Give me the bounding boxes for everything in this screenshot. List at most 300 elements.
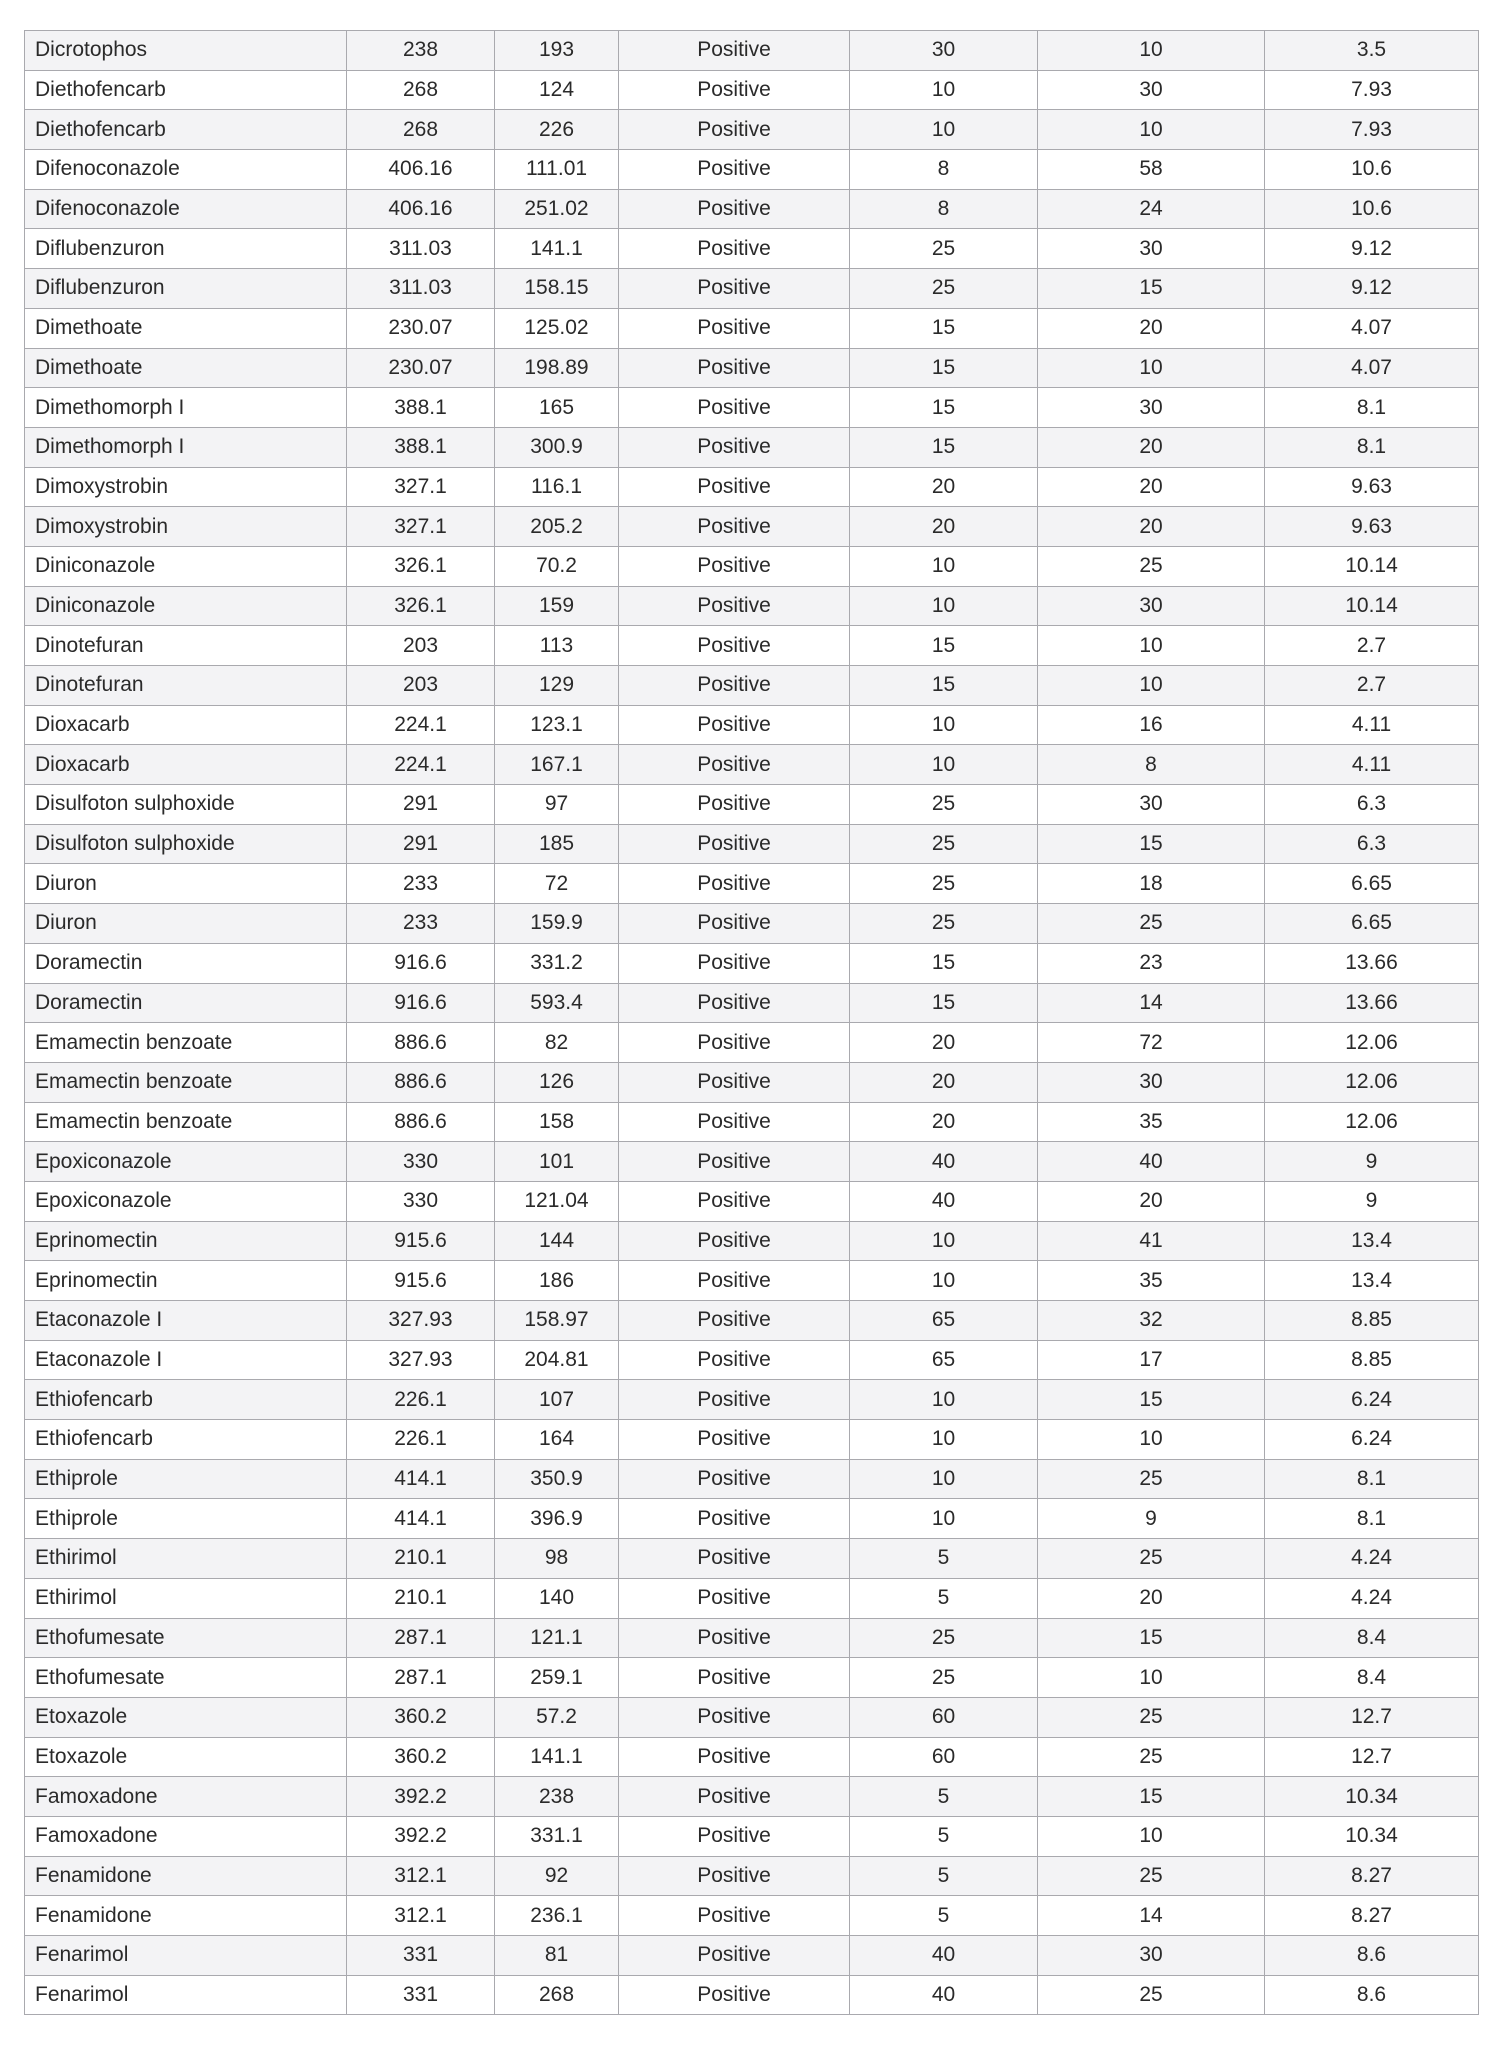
cone-voltage-cell: 10 [850, 745, 1038, 785]
product-ion-cell: 158 [495, 1102, 619, 1142]
ionization-mode-cell: Positive [619, 1420, 850, 1460]
collision-energy-cell: 20 [1038, 467, 1265, 507]
ionization-mode-cell: Positive [619, 1816, 850, 1856]
retention-time-cell: 9.63 [1265, 467, 1479, 507]
collision-energy-cell: 15 [1038, 1380, 1265, 1420]
product-ion-cell: 167.1 [495, 745, 619, 785]
collision-energy-cell: 9 [1038, 1499, 1265, 1539]
product-ion-cell: 593.4 [495, 983, 619, 1023]
collision-energy-cell: 10 [1038, 1658, 1265, 1698]
product-ion-cell: 107 [495, 1380, 619, 1420]
ionization-mode-cell: Positive [619, 150, 850, 190]
compound-name-cell: Dinotefuran [25, 626, 347, 666]
compound-name-cell: Dimoxystrobin [25, 507, 347, 547]
collision-energy-cell: 72 [1038, 1023, 1265, 1063]
retention-time-cell: 12.06 [1265, 1023, 1479, 1063]
collision-energy-cell: 23 [1038, 943, 1265, 983]
precursor-ion-cell: 330 [347, 1142, 495, 1182]
collision-energy-cell: 30 [1038, 586, 1265, 626]
retention-time-cell: 9.63 [1265, 507, 1479, 547]
precursor-ion-cell: 224.1 [347, 745, 495, 785]
collision-energy-cell: 10 [1038, 110, 1265, 150]
product-ion-cell: 97 [495, 785, 619, 825]
cone-voltage-cell: 10 [850, 1261, 1038, 1301]
product-ion-cell: 116.1 [495, 467, 619, 507]
precursor-ion-cell: 414.1 [347, 1499, 495, 1539]
cone-voltage-cell: 20 [850, 467, 1038, 507]
cone-voltage-cell: 15 [850, 308, 1038, 348]
compound-name-cell: Doramectin [25, 943, 347, 983]
cone-voltage-cell: 15 [850, 626, 1038, 666]
retention-time-cell: 8.4 [1265, 1658, 1479, 1698]
precursor-ion-cell: 287.1 [347, 1658, 495, 1698]
product-ion-cell: 331.2 [495, 943, 619, 983]
ionization-mode-cell: Positive [619, 546, 850, 586]
table-row [25, 1499, 1479, 1539]
table-row [25, 467, 1479, 507]
precursor-ion-cell: 331 [347, 1936, 495, 1976]
table-row [25, 269, 1479, 309]
collision-energy-cell: 10 [1038, 31, 1265, 71]
table-row [25, 1936, 1479, 1976]
collision-energy-cell: 14 [1038, 983, 1265, 1023]
compound-name-cell: Ethiofencarb [25, 1380, 347, 1420]
compound-name-cell: Difenoconazole [25, 189, 347, 229]
compound-name-cell: Emamectin benzoate [25, 1062, 347, 1102]
product-ion-cell: 186 [495, 1261, 619, 1301]
compound-name-cell: Disulfoton sulphoxide [25, 785, 347, 825]
collision-energy-cell: 30 [1038, 388, 1265, 428]
precursor-ion-cell: 268 [347, 70, 495, 110]
collision-energy-cell: 25 [1038, 1856, 1265, 1896]
retention-time-cell: 2.7 [1265, 666, 1479, 706]
table-row [25, 983, 1479, 1023]
precursor-ion-cell: 203 [347, 666, 495, 706]
precursor-ion-cell: 326.1 [347, 586, 495, 626]
table-row [25, 904, 1479, 944]
cone-voltage-cell: 10 [850, 1420, 1038, 1460]
ionization-mode-cell: Positive [619, 626, 850, 666]
retention-time-cell: 9 [1265, 1181, 1479, 1221]
precursor-ion-cell: 210.1 [347, 1578, 495, 1618]
compound-name-cell: Ethofumesate [25, 1618, 347, 1658]
precursor-ion-cell: 392.2 [347, 1777, 495, 1817]
product-ion-cell: 113 [495, 626, 619, 666]
collision-energy-cell: 15 [1038, 269, 1265, 309]
collision-energy-cell: 16 [1038, 705, 1265, 745]
compound-name-cell: Eprinomectin [25, 1221, 347, 1261]
cone-voltage-cell: 8 [850, 150, 1038, 190]
collision-energy-cell: 10 [1038, 1420, 1265, 1460]
pesticide-data-table [24, 30, 1479, 2015]
retention-time-cell: 6.3 [1265, 824, 1479, 864]
product-ion-cell: 268 [495, 1975, 619, 2015]
cone-voltage-cell: 15 [850, 348, 1038, 388]
compound-name-cell: Diniconazole [25, 546, 347, 586]
collision-energy-cell: 17 [1038, 1340, 1265, 1380]
compound-name-cell: Dimethoate [25, 308, 347, 348]
collision-energy-cell: 25 [1038, 546, 1265, 586]
ionization-mode-cell: Positive [619, 1023, 850, 1063]
product-ion-cell: 141.1 [495, 229, 619, 269]
product-ion-cell: 111.01 [495, 150, 619, 190]
table-row [25, 1023, 1479, 1063]
product-ion-cell: 123.1 [495, 705, 619, 745]
product-ion-cell: 205.2 [495, 507, 619, 547]
collision-energy-cell: 10 [1038, 626, 1265, 666]
table-row [25, 150, 1479, 190]
product-ion-cell: 72 [495, 864, 619, 904]
product-ion-cell: 126 [495, 1062, 619, 1102]
compound-name-cell: Dioxacarb [25, 705, 347, 745]
collision-energy-cell: 32 [1038, 1301, 1265, 1341]
table-row [25, 586, 1479, 626]
compound-name-cell: Fenamidone [25, 1896, 347, 1936]
product-ion-cell: 158.97 [495, 1301, 619, 1341]
product-ion-cell: 98 [495, 1539, 619, 1579]
cone-voltage-cell: 60 [850, 1697, 1038, 1737]
table-row [25, 189, 1479, 229]
precursor-ion-cell: 203 [347, 626, 495, 666]
compound-name-cell: Etaconazole I [25, 1301, 347, 1341]
ionization-mode-cell: Positive [619, 1856, 850, 1896]
ionization-mode-cell: Positive [619, 1578, 850, 1618]
ionization-mode-cell: Positive [619, 1936, 850, 1976]
collision-energy-cell: 24 [1038, 189, 1265, 229]
retention-time-cell: 4.07 [1265, 348, 1479, 388]
product-ion-cell: 164 [495, 1420, 619, 1460]
retention-time-cell: 8.4 [1265, 1618, 1479, 1658]
product-ion-cell: 259.1 [495, 1658, 619, 1698]
precursor-ion-cell: 312.1 [347, 1856, 495, 1896]
compound-name-cell: Disulfoton sulphoxide [25, 824, 347, 864]
cone-voltage-cell: 20 [850, 1102, 1038, 1142]
table-row [25, 229, 1479, 269]
collision-energy-cell: 30 [1038, 1936, 1265, 1976]
cone-voltage-cell: 10 [850, 70, 1038, 110]
retention-time-cell: 9.12 [1265, 229, 1479, 269]
ionization-mode-cell: Positive [619, 586, 850, 626]
retention-time-cell: 8.85 [1265, 1340, 1479, 1380]
collision-energy-cell: 25 [1038, 1459, 1265, 1499]
ionization-mode-cell: Positive [619, 189, 850, 229]
ionization-mode-cell: Positive [619, 1777, 850, 1817]
cone-voltage-cell: 5 [850, 1777, 1038, 1817]
compound-name-cell: Eprinomectin [25, 1261, 347, 1301]
precursor-ion-cell: 360.2 [347, 1737, 495, 1777]
compound-name-cell: Diuron [25, 864, 347, 904]
collision-energy-cell: 35 [1038, 1102, 1265, 1142]
retention-time-cell: 4.24 [1265, 1539, 1479, 1579]
compound-name-cell: Etaconazole I [25, 1340, 347, 1380]
ionization-mode-cell: Positive [619, 1499, 850, 1539]
precursor-ion-cell: 916.6 [347, 943, 495, 983]
product-ion-cell: 185 [495, 824, 619, 864]
compound-name-cell: Ethiprole [25, 1459, 347, 1499]
precursor-ion-cell: 226.1 [347, 1380, 495, 1420]
retention-time-cell: 10.14 [1265, 586, 1479, 626]
retention-time-cell: 6.65 [1265, 864, 1479, 904]
table-row [25, 1221, 1479, 1261]
cone-voltage-cell: 15 [850, 983, 1038, 1023]
retention-time-cell: 10.6 [1265, 189, 1479, 229]
retention-time-cell: 10.34 [1265, 1777, 1479, 1817]
compound-name-cell: Ethiofencarb [25, 1420, 347, 1460]
retention-time-cell: 8.1 [1265, 1499, 1479, 1539]
ionization-mode-cell: Positive [619, 983, 850, 1023]
collision-energy-cell: 20 [1038, 308, 1265, 348]
table-row [25, 1697, 1479, 1737]
ionization-mode-cell: Positive [619, 1618, 850, 1658]
table-row [25, 1261, 1479, 1301]
precursor-ion-cell: 331 [347, 1975, 495, 2015]
ionization-mode-cell: Positive [619, 308, 850, 348]
product-ion-cell: 193 [495, 31, 619, 71]
cone-voltage-cell: 25 [850, 824, 1038, 864]
precursor-ion-cell: 312.1 [347, 1896, 495, 1936]
table-row [25, 1181, 1479, 1221]
cone-voltage-cell: 10 [850, 110, 1038, 150]
cone-voltage-cell: 25 [850, 269, 1038, 309]
collision-energy-cell: 10 [1038, 666, 1265, 706]
table-row [25, 1142, 1479, 1182]
retention-time-cell: 6.24 [1265, 1420, 1479, 1460]
table-row [25, 1658, 1479, 1698]
compound-name-cell: Dimethomorph I [25, 427, 347, 467]
ionization-mode-cell: Positive [619, 745, 850, 785]
cone-voltage-cell: 40 [850, 1181, 1038, 1221]
product-ion-cell: 159 [495, 586, 619, 626]
collision-energy-cell: 40 [1038, 1142, 1265, 1182]
cone-voltage-cell: 15 [850, 666, 1038, 706]
retention-time-cell: 12.06 [1265, 1102, 1479, 1142]
product-ion-cell: 350.9 [495, 1459, 619, 1499]
cone-voltage-cell: 5 [850, 1539, 1038, 1579]
collision-energy-cell: 25 [1038, 1737, 1265, 1777]
precursor-ion-cell: 414.1 [347, 1459, 495, 1499]
product-ion-cell: 125.02 [495, 308, 619, 348]
collision-energy-cell: 58 [1038, 150, 1265, 190]
retention-time-cell: 13.4 [1265, 1261, 1479, 1301]
product-ion-cell: 141.1 [495, 1737, 619, 1777]
precursor-ion-cell: 886.6 [347, 1102, 495, 1142]
table-row [25, 507, 1479, 547]
cone-voltage-cell: 5 [850, 1816, 1038, 1856]
ionization-mode-cell: Positive [619, 1062, 850, 1102]
precursor-ion-cell: 406.16 [347, 150, 495, 190]
product-ion-cell: 300.9 [495, 427, 619, 467]
collision-energy-cell: 15 [1038, 1618, 1265, 1658]
collision-energy-cell: 25 [1038, 904, 1265, 944]
table-row [25, 864, 1479, 904]
table-body [25, 31, 1479, 2015]
product-ion-cell: 198.89 [495, 348, 619, 388]
table-row [25, 110, 1479, 150]
ionization-mode-cell: Positive [619, 943, 850, 983]
compound-name-cell: Ethirimol [25, 1539, 347, 1579]
cone-voltage-cell: 40 [850, 1975, 1038, 2015]
collision-energy-cell: 10 [1038, 1816, 1265, 1856]
table-row [25, 1420, 1479, 1460]
retention-time-cell: 12.7 [1265, 1737, 1479, 1777]
collision-energy-cell: 30 [1038, 229, 1265, 269]
precursor-ion-cell: 327.93 [347, 1301, 495, 1341]
compound-name-cell: Doramectin [25, 983, 347, 1023]
precursor-ion-cell: 388.1 [347, 388, 495, 428]
data-table-container [24, 30, 1478, 2015]
retention-time-cell: 13.4 [1265, 1221, 1479, 1261]
ionization-mode-cell: Positive [619, 904, 850, 944]
precursor-ion-cell: 311.03 [347, 269, 495, 309]
retention-time-cell: 10.6 [1265, 150, 1479, 190]
precursor-ion-cell: 915.6 [347, 1221, 495, 1261]
cone-voltage-cell: 10 [850, 1221, 1038, 1261]
table-row [25, 1301, 1479, 1341]
precursor-ion-cell: 327.93 [347, 1340, 495, 1380]
cone-voltage-cell: 25 [850, 1618, 1038, 1658]
compound-name-cell: Epoxiconazole [25, 1142, 347, 1182]
ionization-mode-cell: Positive [619, 824, 850, 864]
table-row [25, 1856, 1479, 1896]
collision-energy-cell: 10 [1038, 348, 1265, 388]
cone-voltage-cell: 25 [850, 785, 1038, 825]
ionization-mode-cell: Positive [619, 1261, 850, 1301]
retention-time-cell: 6.3 [1265, 785, 1479, 825]
product-ion-cell: 165 [495, 388, 619, 428]
table-row [25, 70, 1479, 110]
precursor-ion-cell: 916.6 [347, 983, 495, 1023]
compound-name-cell: Diflubenzuron [25, 269, 347, 309]
table-row [25, 824, 1479, 864]
product-ion-cell: 204.81 [495, 1340, 619, 1380]
precursor-ion-cell: 268 [347, 110, 495, 150]
table-row [25, 1618, 1479, 1658]
collision-energy-cell: 41 [1038, 1221, 1265, 1261]
precursor-ion-cell: 327.1 [347, 507, 495, 547]
ionization-mode-cell: Positive [619, 666, 850, 706]
product-ion-cell: 129 [495, 666, 619, 706]
retention-time-cell: 8.1 [1265, 388, 1479, 428]
retention-time-cell: 13.66 [1265, 943, 1479, 983]
ionization-mode-cell: Positive [619, 269, 850, 309]
retention-time-cell: 8.27 [1265, 1896, 1479, 1936]
ionization-mode-cell: Positive [619, 507, 850, 547]
cone-voltage-cell: 20 [850, 1023, 1038, 1063]
product-ion-cell: 121.1 [495, 1618, 619, 1658]
cone-voltage-cell: 15 [850, 427, 1038, 467]
product-ion-cell: 57.2 [495, 1697, 619, 1737]
precursor-ion-cell: 291 [347, 824, 495, 864]
compound-name-cell: Etoxazole [25, 1737, 347, 1777]
compound-name-cell: Dicrotophos [25, 31, 347, 71]
compound-name-cell: Famoxadone [25, 1777, 347, 1817]
cone-voltage-cell: 40 [850, 1936, 1038, 1976]
compound-name-cell: Difenoconazole [25, 150, 347, 190]
precursor-ion-cell: 238 [347, 31, 495, 71]
cone-voltage-cell: 40 [850, 1142, 1038, 1182]
collision-energy-cell: 18 [1038, 864, 1265, 904]
table-row [25, 388, 1479, 428]
compound-name-cell: Emamectin benzoate [25, 1023, 347, 1063]
cone-voltage-cell: 10 [850, 546, 1038, 586]
ionization-mode-cell: Positive [619, 110, 850, 150]
compound-name-cell: Diuron [25, 904, 347, 944]
collision-energy-cell: 15 [1038, 824, 1265, 864]
table-row [25, 1102, 1479, 1142]
precursor-ion-cell: 327.1 [347, 467, 495, 507]
collision-energy-cell: 25 [1038, 1697, 1265, 1737]
product-ion-cell: 226 [495, 110, 619, 150]
cone-voltage-cell: 65 [850, 1340, 1038, 1380]
retention-time-cell: 6.24 [1265, 1380, 1479, 1420]
table-row [25, 308, 1479, 348]
compound-name-cell: Dinotefuran [25, 666, 347, 706]
cone-voltage-cell: 30 [850, 31, 1038, 71]
collision-energy-cell: 8 [1038, 745, 1265, 785]
compound-name-cell: Diethofencarb [25, 110, 347, 150]
retention-time-cell: 2.7 [1265, 626, 1479, 666]
retention-time-cell: 4.11 [1265, 745, 1479, 785]
precursor-ion-cell: 224.1 [347, 705, 495, 745]
ionization-mode-cell: Positive [619, 427, 850, 467]
table-row [25, 1539, 1479, 1579]
precursor-ion-cell: 230.07 [347, 308, 495, 348]
cone-voltage-cell: 5 [850, 1578, 1038, 1618]
table-row [25, 705, 1479, 745]
retention-time-cell: 9.12 [1265, 269, 1479, 309]
compound-name-cell: Emamectin benzoate [25, 1102, 347, 1142]
retention-time-cell: 12.7 [1265, 1697, 1479, 1737]
retention-time-cell: 8.6 [1265, 1975, 1479, 2015]
compound-name-cell: Dimoxystrobin [25, 467, 347, 507]
product-ion-cell: 70.2 [495, 546, 619, 586]
retention-time-cell: 9 [1265, 1142, 1479, 1182]
retention-time-cell: 4.07 [1265, 308, 1479, 348]
compound-name-cell: Famoxadone [25, 1816, 347, 1856]
cone-voltage-cell: 25 [850, 904, 1038, 944]
ionization-mode-cell: Positive [619, 467, 850, 507]
table-row [25, 1459, 1479, 1499]
cone-voltage-cell: 15 [850, 943, 1038, 983]
precursor-ion-cell: 226.1 [347, 1420, 495, 1460]
retention-time-cell: 13.66 [1265, 983, 1479, 1023]
product-ion-cell: 331.1 [495, 1816, 619, 1856]
table-row [25, 1896, 1479, 1936]
compound-name-cell: Ethiprole [25, 1499, 347, 1539]
precursor-ion-cell: 360.2 [347, 1697, 495, 1737]
compound-name-cell: Fenarimol [25, 1936, 347, 1976]
collision-energy-cell: 30 [1038, 785, 1265, 825]
precursor-ion-cell: 326.1 [347, 546, 495, 586]
cone-voltage-cell: 10 [850, 1380, 1038, 1420]
compound-name-cell: Diniconazole [25, 586, 347, 626]
cone-voltage-cell: 25 [850, 864, 1038, 904]
collision-energy-cell: 15 [1038, 1777, 1265, 1817]
ionization-mode-cell: Positive [619, 1301, 850, 1341]
cone-voltage-cell: 10 [850, 705, 1038, 745]
product-ion-cell: 124 [495, 70, 619, 110]
cone-voltage-cell: 10 [850, 586, 1038, 626]
retention-time-cell: 7.93 [1265, 110, 1479, 150]
ionization-mode-cell: Positive [619, 348, 850, 388]
product-ion-cell: 144 [495, 1221, 619, 1261]
cone-voltage-cell: 10 [850, 1499, 1038, 1539]
precursor-ion-cell: 311.03 [347, 229, 495, 269]
ionization-mode-cell: Positive [619, 1102, 850, 1142]
product-ion-cell: 238 [495, 1777, 619, 1817]
product-ion-cell: 158.15 [495, 269, 619, 309]
product-ion-cell: 159.9 [495, 904, 619, 944]
